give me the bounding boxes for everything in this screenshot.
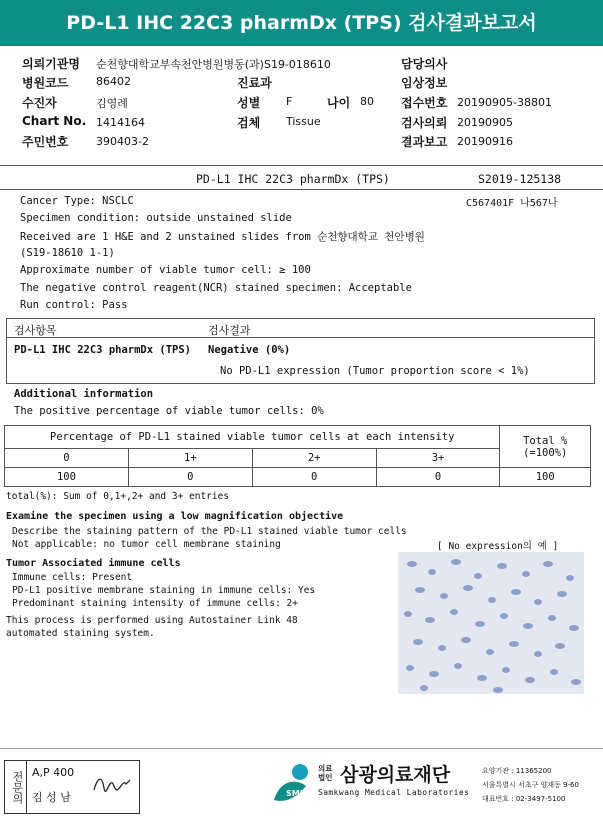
logo-text: SML [286,789,305,798]
divider-2 [0,189,603,190]
result-header-result: 검사결과 [208,324,251,337]
intensity-total-value: 100 [500,468,591,487]
label-request-date: 검사의뢰 [401,116,448,130]
additional-title: Additional information [14,388,154,400]
label-receipt-no: 접수번호 [401,96,448,110]
result-header-item: 검사항목 [14,324,57,337]
intensity-table-header: Percentage of PD-L1 stained viable tumor cells at each intensity [5,426,500,449]
microscopy-cells [398,552,584,694]
label-clinical-info: 임상정보 [401,76,448,90]
contact-line: 대표번호 : 02-3497-5100 [482,795,566,803]
intensity-value-2: 0 [252,468,376,487]
process-line: This process is performed using Autostainer Link 48 [6,615,298,626]
report-title: PD-L1 IHC 22C3 pharmDx (TPS) 검사결과보고서 [0,0,603,46]
label-institution: 의뢰기관명 [22,57,80,71]
intensity-value-1: 0 [128,468,252,487]
result-value: Negative (0%) [208,344,291,356]
table-note: total(%): Sum of 0,1+,2+ and 3+ entries [6,491,230,502]
immune-line: Predominant staining intensity of immune cells: 2+ [12,598,298,609]
contact-line: 서울특별시 서초구 양재동 9-60 [482,781,579,789]
intensity-table [4,425,591,487]
value-recipient: 김영례 [96,97,128,110]
contact-line: 요양기관 : 11365200 [482,767,552,775]
total-header-line1: Total % [523,434,568,447]
report-line: Cancer Type: NSCLC [20,195,134,207]
additional-text: The positive percentage of viable tumor cells: 0% [14,405,324,417]
label-specimen: 검체 [237,116,261,130]
value-institution: 순천향대학교부속천안병원병동(과)S19-018610 [96,58,331,71]
label-department: 진료과 [237,76,272,90]
report-line: Approximate number of viable tumor cell: ≥ 100 [20,264,311,276]
doctor-code: A,P 400 [32,766,75,779]
exam-line: Describe the staining pattern of the PD-L1 stained viable tumor cells [12,526,407,537]
org-name: 삼광의료재단 [340,764,451,786]
org-prefix-bottom: 법인 [318,773,333,782]
report-line: Received are 1 H&E and 2 unstained slides from 순천향대학교 천안병원 [20,231,425,243]
immune-line: Immune cells: Present [12,572,133,583]
microscopy-image [398,552,584,694]
report-line: (S19-18610 1-1) [20,247,115,259]
total-header [500,426,591,468]
label-hospital-code: 병원코드 [22,76,69,90]
immune-line: PD-L1 positive membrane staining in immune cells: Yes [12,585,316,596]
value-sex: F [286,95,293,108]
image-caption: [ No expression의 예 ] [437,541,559,552]
intensity-column-3: 3+ [376,449,500,468]
value-request-date: 20190905 [457,116,513,129]
total-header-line2: (=100%) [523,446,568,459]
label-recipient: 수진자 [22,96,57,110]
value-resident-no: 390403-2 [96,135,149,148]
label-doctor: 담당의사 [401,57,448,71]
result-item: PD-L1 IHC 22C3 pharmDx (TPS) [14,344,192,356]
report-line: Specimen condition: outside unstained slide [20,212,292,224]
result-note: No PD-L1 expression (Tumor proportion score < 1%) [220,365,530,377]
org-prefix-top: 의료 [318,764,333,773]
label-report-date: 결과보고 [401,135,448,149]
doctor-name: 김 성 남 [32,791,71,804]
report-id: S2019-125138 [478,172,562,186]
report-line: Run control: Pass [20,299,128,311]
value-hospital-code: 86402 [96,75,131,88]
intensity-column-1: 1+ [128,449,252,468]
result-box-divider [6,337,595,338]
test-name: PD-L1 IHC 22C3 pharmDx (TPS) [196,172,390,186]
block-id: C567401F 나567나 [466,198,558,209]
value-chart-no: 1414164 [96,116,145,129]
specialist-label: 전문의 [4,760,27,814]
divider-top [0,165,603,166]
exam-title: Examine the specimen using a low magnification objective [6,511,344,522]
process-line: automated staining system. [6,628,155,639]
label-sex: 성별 [237,96,261,110]
sml-logo-icon [270,760,318,808]
org-english: Samkwang Medical Laboratories [318,788,470,797]
immune-title: Tumor Associated immune cells [6,558,181,569]
signature-icon [92,770,132,798]
value-specimen: Tissue [286,115,321,128]
intensity-column-0: 0 [5,449,129,468]
exam-line: Not applicable: no tumor cell membrane staining [12,539,281,550]
report-line: The negative control reagent(NCR) stained specimen: Acceptable [20,282,412,294]
contact-info [482,764,579,806]
footer-divider [0,748,603,749]
label-age: 나이 [327,96,351,110]
value-report-date: 20190916 [457,135,513,148]
label-chart-no: Chart No. [22,114,87,128]
value-receipt-no: 20190905-38801 [457,96,552,109]
intensity-value-0: 100 [5,468,129,487]
label-resident-no: 주민번호 [22,135,69,149]
intensity-column-2: 2+ [252,449,376,468]
org-prefix [318,764,333,782]
intensity-value-3: 0 [376,468,500,487]
value-age: 80 [360,95,374,108]
